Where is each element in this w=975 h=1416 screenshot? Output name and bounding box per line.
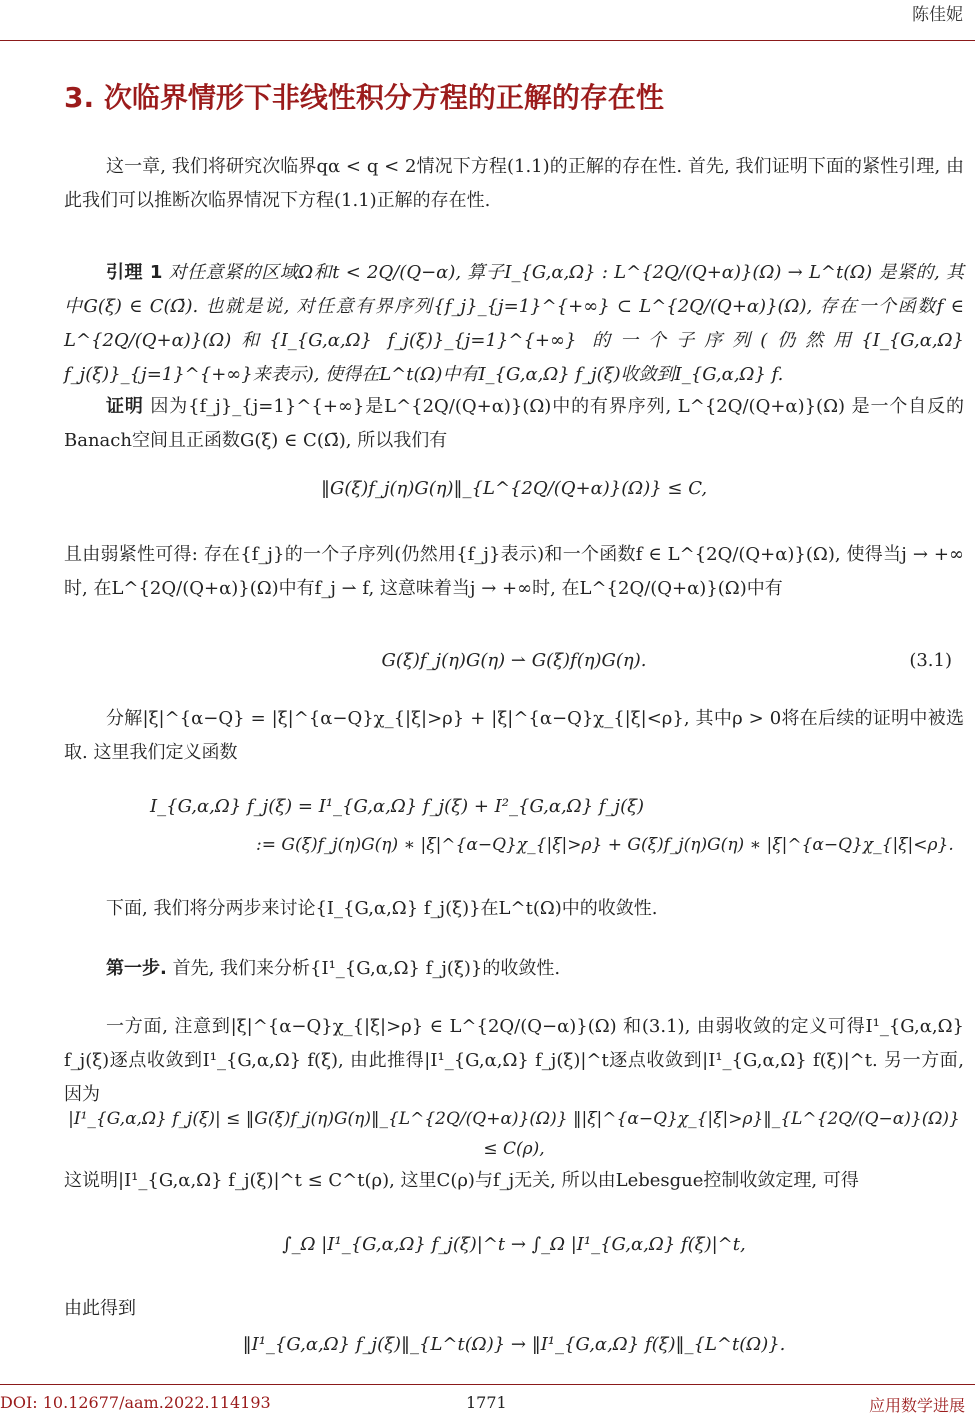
section-title: 3. 次临界情形下非线性积分方程的正解的存在性 — [64, 81, 664, 114]
lemma-block — [64, 256, 964, 392]
equation-3-1-number: (3.1) — [909, 650, 952, 671]
lemma-label: 引理 1 — [106, 262, 163, 283]
equation-norm-bound: ‖G(ξ)f_j(η)G(η)‖_{L^{2Q/(Q+α)}(Ω)} ≤ C, — [320, 478, 708, 499]
intro-paragraph: 这一章, 我们将研究次临界qα < q < 2情况下方程(1.1)的正解的存在性. 首先, 我们证明下面的紧性引理, 由此我们可以推断次临界情况下方程(1.1)正解的存在性. — [64, 156, 964, 211]
proof-text-1: 因为{f_j}_{j=1}^{+∞}是L^{2Q/(Q+α)}(Ω)中的有界序列, L^{2Q/(Q+α)}(Ω) 是一个自反的Banach空间且正函数G(ξ) ∈ C(Ω̄), 所以我们有 — [64, 396, 964, 451]
header-author: 陈佳妮 — [912, 5, 963, 25]
equation-3-1 — [64, 646, 964, 676]
proof-paragraph-6: 这说明|I¹_{G,α,Ω} f_j(ξ)|^t ≤ C^t(ρ), 这里C(ρ)与f_j无关, 所以由Lebesgue控制收敛定理, 可得 — [64, 1170, 859, 1191]
footer-rule — [0, 1384, 975, 1385]
footer-doi[interactable]: DOI: 10.12677/aam.2022.114193 — [0, 1393, 271, 1412]
equation-decomposition-line-2: := G(ξ)f_j(η)G(η) ∗ |ξ|^{α−Q}χ_{|ξ|>ρ} + G(ξ)f_j(η)G(η) ∗ |ξ|^{α−Q}χ_{|ξ|<ρ}. — [256, 835, 954, 855]
equation-pointwise-bound: |I¹_{G,α,Ω} f_j(ξ)| ≤ ‖G(ξ)f_j(η)G(η)‖_{L^{2Q/(Q+α)}(Ω)} ‖|ξ|^{α−Q}χ_{|ξ|>ρ}‖_{L^{2Q/(Q−α)}(Ω)} ≤ C(ρ), — [68, 1109, 960, 1159]
footer-page-number: 1771 — [466, 1393, 507, 1412]
footer-journal[interactable]: 应用数学进展 — [868, 1396, 965, 1415]
step-1-label: 第一步. — [106, 958, 167, 979]
equation-decomposition-line-1: I_{G,α,Ω} f_j(ξ) = I¹_{G,α,Ω} f_j(ξ) + I²_{G,α,Ω} f_j(ξ) — [150, 796, 645, 817]
equation-norm-convergence: ‖I¹_{G,α,Ω} f_j(ξ)‖_{L^t(Ω)} → ‖I¹_{G,α,Ω} f(ξ)‖_{L^t(Ω)}. — [242, 1334, 786, 1355]
proof-paragraph-1 — [64, 390, 964, 458]
proof-paragraph-4: 下面, 我们将分两步来讨论{I_{G,α,Ω} f_j(ξ)}在L^t(Ω)中的收敛性. — [106, 898, 658, 919]
proof-label: 证明 — [106, 396, 144, 417]
equation-3-1-body: G(ξ)f_j(η)G(η) ⇀ G(ξ)f(η)G(η). — [381, 650, 647, 671]
step-1-paragraph — [64, 952, 964, 986]
proof-paragraph-7: 由此得到 — [64, 1298, 136, 1319]
proof-paragraph-5: 一方面, 注意到|ξ|^{α−Q}χ_{|ξ|>ρ} ∈ L^{2Q/(Q−α)}(Ω) 和(3.1), 由弱收敛的定义可得I¹_{G,α,Ω} f_j(ξ)逐点收敛到I¹_{G,α,Ω} f(ξ), 由此推得|I¹_{G,α,Ω} f_j(ξ)|^t逐点收敛到|I¹_{G,α,Ω} f(ξ)|^t. 另一方面, 因为 — [64, 1016, 964, 1105]
header-rule — [0, 40, 975, 41]
proof-paragraph-3: 分解|ξ|^{α−Q} = |ξ|^{α−Q}χ_{|ξ|>ρ} + |ξ|^{α−Q}χ_{|ξ|<ρ}, 其中ρ > 0将在后续的证明中被选取. 这里我们定义函数 — [64, 708, 964, 763]
step-1-text: 首先, 我们来分析{I¹_{G,α,Ω} f_j(ξ)}的收敛性. — [172, 958, 561, 979]
proof-paragraph-2: 且由弱紧性可得: 存在{f_j}的一个子序列(仍然用{f_j}表示)和一个函数f ∈ L^{2Q/(Q+α)}(Ω), 使得当j → +∞ 时, 在L^{2Q/(Q+α)}(Ω)中有f_j ⇀ f, 这意味着当j → +∞时, 在L^{2Q/(Q+α)}(Ω)中有 — [64, 544, 964, 599]
equation-integral-convergence: ∫_Ω |I¹_{G,α,Ω} f_j(ξ)|^t → ∫_Ω |I¹_{G,α,Ω} f(ξ)|^t, — [282, 1234, 746, 1255]
lemma-text: 对任意紧的区域Ω和t < 2Q/(Q−α), 算子I_{G,α,Ω} : L^{2Q/(Q+α)}(Ω) → L^t(Ω) 是紧的, 其中G(ξ) ∈ C(Ω̄). 也就是说, 对任意有界序列{f_j}_{j=1}^{+∞} ⊂ L^{2Q/(Q+α)}(Ω), 存在一个函数f ∈ L^{2Q/(Q+α)}(Ω)和{I_{G,α,Ω} f_j(ξ)}_{j=1}^{+∞} 的一个子序列(仍然用{I_{G,α,Ω} f_j(ξ)}_{j=1}^{+∞}来表示), 使得在L^t(Ω)中有I_{G,α,Ω} f_j(ξ)收敛到I_{G,α,Ω} f. — [64, 262, 964, 385]
